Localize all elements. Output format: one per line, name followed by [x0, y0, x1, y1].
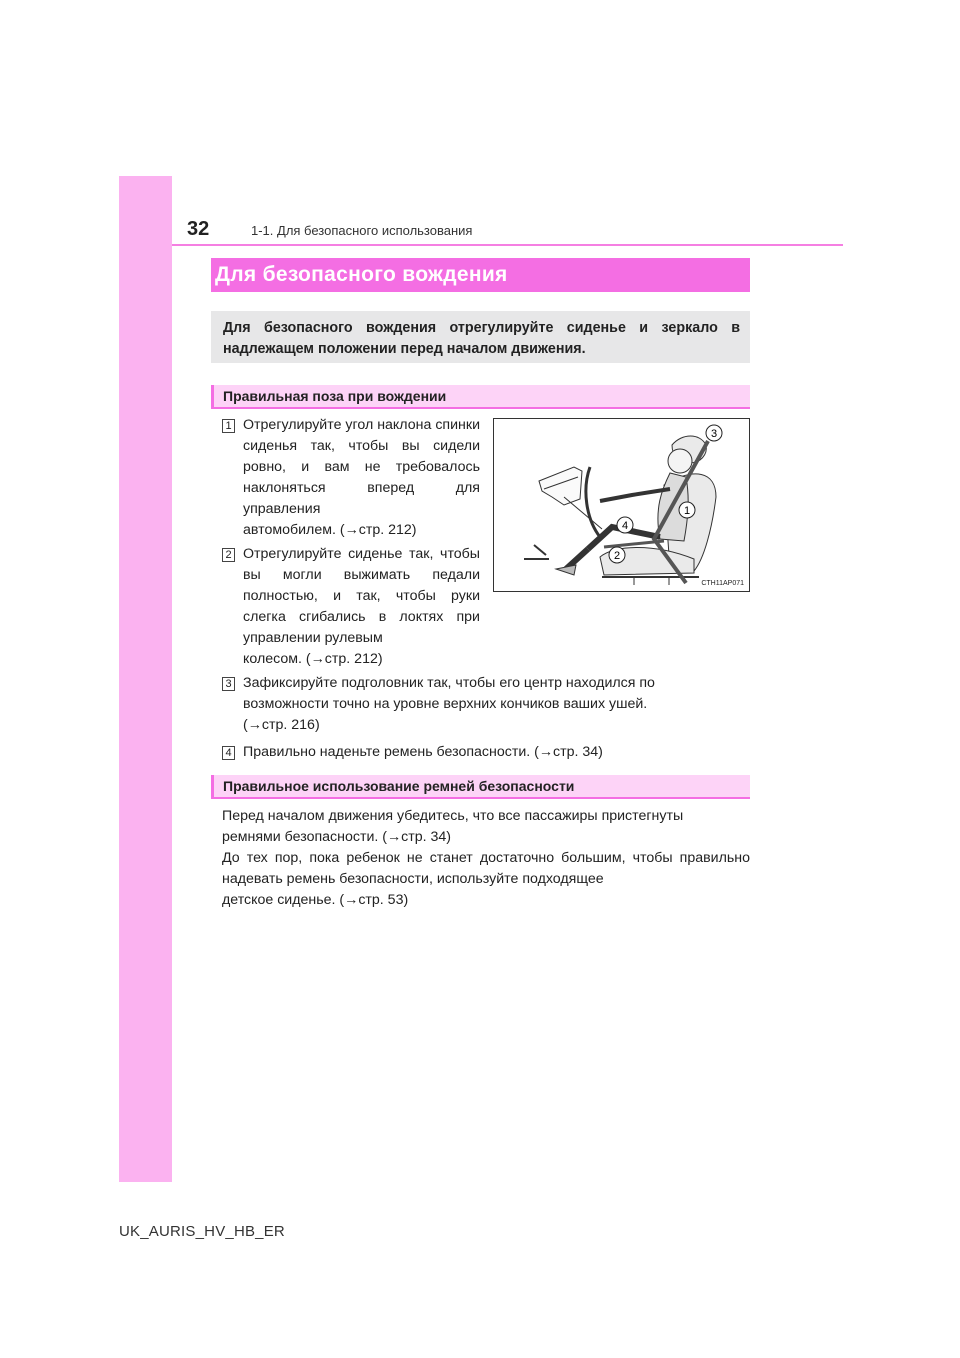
paragraph-line: До тех пор, пока ребенок не станет достаточно большим, чтобы [222, 850, 673, 866]
figure-callout: 3 [710, 428, 718, 440]
item-number-badge: 4 [222, 746, 235, 760]
header-divider [172, 244, 843, 246]
document-footer: UK_AURIS_HV_HB_ER [119, 1223, 285, 1240]
item-line: возможности точно на уровне верхних кончиков ваших ушей. [243, 696, 648, 712]
intro-box: Для безопасного вождения отрегулируйте сиденье и зеркало в надлежащем положении перед началом движения. [211, 311, 750, 363]
paragraph-line: ремнями безопасности. (→стр. 34) [222, 829, 452, 845]
item-line: Отрегулируйте угол наклона [243, 417, 432, 433]
posture-item-3 [243, 673, 750, 736]
item-line: автомобилем. (→стр. 212) [243, 522, 417, 538]
posture-item-2 [243, 544, 480, 670]
figure-code: CTH11AP071 [701, 580, 744, 587]
item-line: колесом. (→стр. 212) [243, 651, 383, 667]
item-line: (→стр. 216) [243, 717, 320, 733]
item-line: Правильно наденьте ремень безопасности. (→стр. 34) [243, 744, 603, 760]
item-line: спинки сиденья так, чтобы вы [243, 417, 480, 454]
item-line: руки слегка сгибались в локтях [243, 588, 480, 625]
item-number-badge: 2 [222, 548, 235, 562]
paragraph-line: Перед началом движения убедитесь, что все пассажиры пристегнуты [222, 808, 684, 824]
page-title: Для безопасного вождения [211, 258, 750, 292]
item-line: педали полностью, и так, чтобы [243, 567, 480, 604]
item-line: Зафиксируйте подголовник так, чтобы его центр находился по [243, 675, 655, 691]
item-line: требовалось наклоняться [243, 459, 480, 496]
item-line: чтобы вы могли выжимать [243, 546, 480, 583]
paragraph-line: правильно надевать ремень безопасности, используйте подходящее [222, 850, 750, 887]
page-number: 32 [187, 218, 210, 240]
item-line: при управлении рулевым [243, 609, 480, 646]
posture-item-4 [243, 742, 750, 763]
section-heading-seatbelt-use: Правильное использование ремней безопасности [211, 775, 750, 799]
figure-callout: 4 [621, 520, 629, 532]
breadcrumb: 1-1. Для безопасного использования [251, 223, 473, 238]
figure-callout: 2 [613, 550, 621, 562]
item-number-badge: 3 [222, 677, 235, 691]
seatbelt-paragraph-1 [222, 806, 750, 848]
seatbelt-paragraph-2 [222, 848, 750, 911]
driving-posture-figure [493, 418, 750, 592]
chapter-side-tab [119, 176, 172, 1182]
item-number-badge: 1 [222, 419, 235, 433]
section-heading-driving-posture: Правильная поза при вождении [211, 385, 750, 409]
figure-callout: 1 [683, 505, 691, 517]
posture-item-1 [243, 415, 480, 541]
item-line: сидели ровно, и вам не [243, 438, 480, 475]
paragraph-line: детское сиденье. (→стр. 53) [222, 892, 409, 908]
driver-seat-illustration [494, 419, 749, 591]
item-line: вперед для управления [243, 480, 480, 517]
item-line: Отрегулируйте сиденье так, [243, 546, 434, 562]
